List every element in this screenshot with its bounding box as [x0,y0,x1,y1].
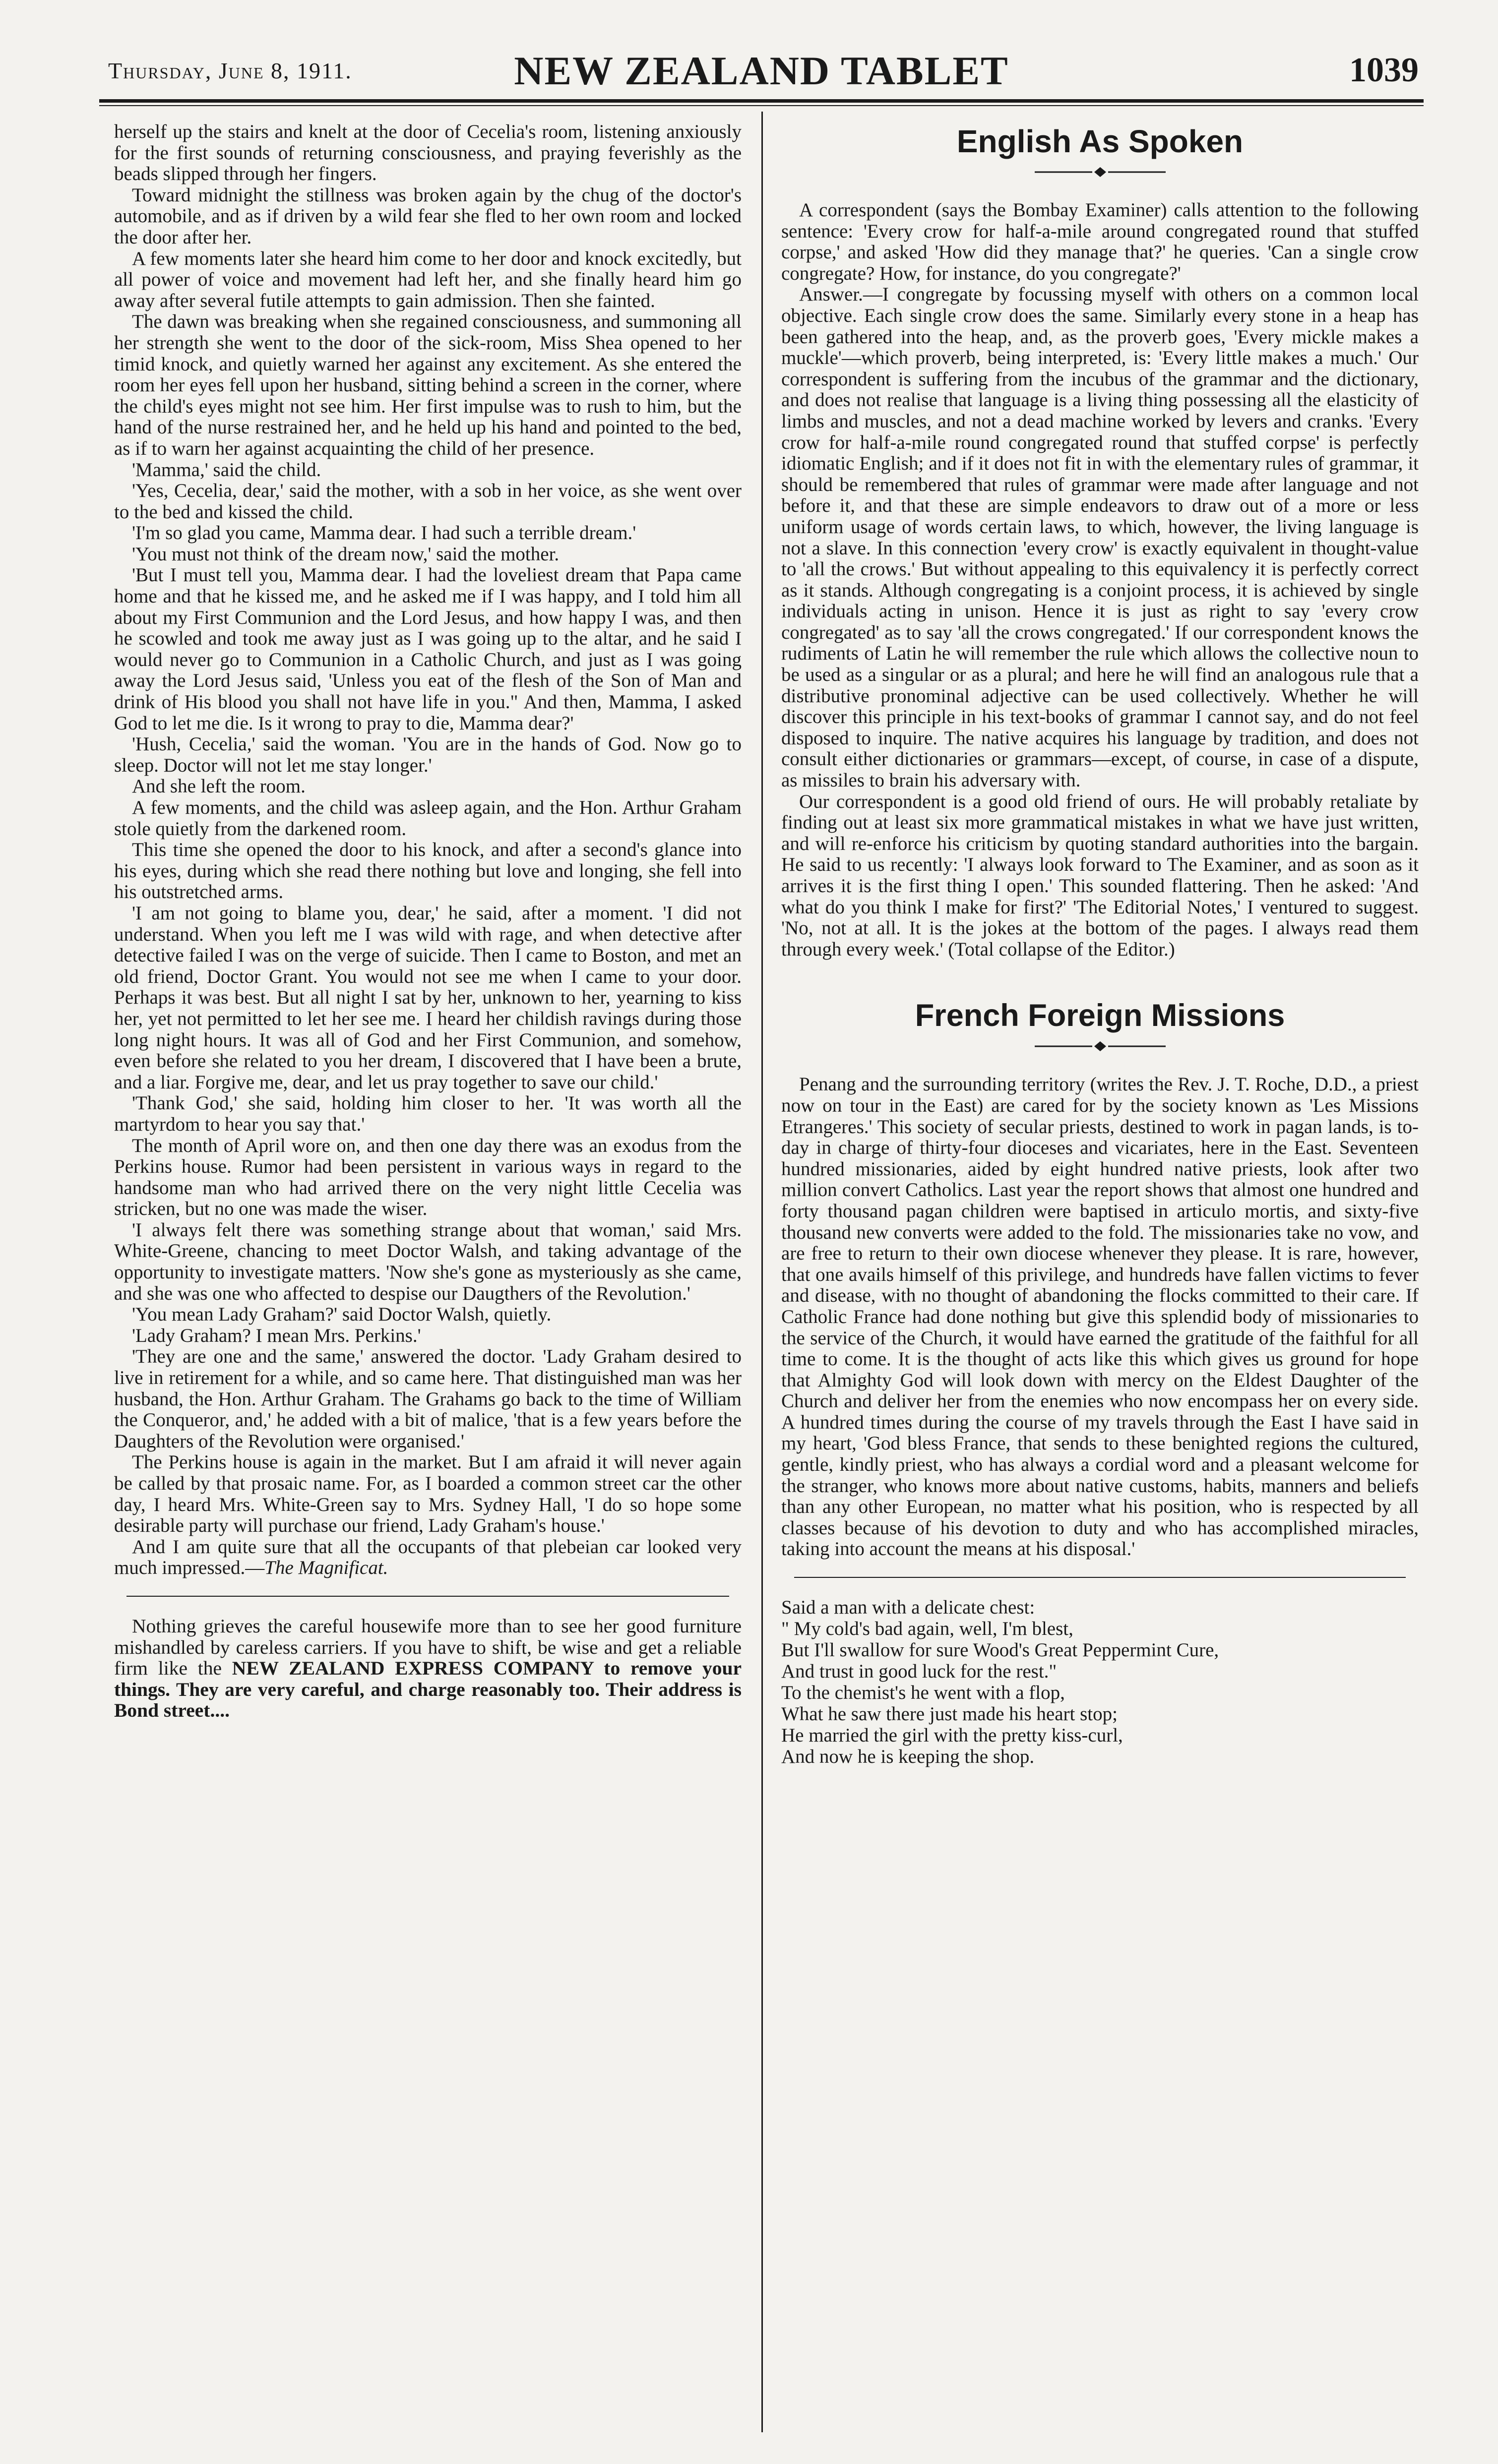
story-paragraph: 'Thank God,' she said, holding him closer to her. 'It was worth all the martyrdom to hear you say that.' [114,1092,742,1135]
story-paragraph: 'I am not going to blame you, dear,' he said, after a moment. 'I did not understand. When you left me I was wild with rage, and when detective after detective failed I was on the verge of suicide. Then I came to Boston, and met an old friend, Doctor Grant. You would not see me when I came to your door. Perhaps it was best. But all night I sat by her, unknown to her, yearning to kiss her, yet not permitted to let her see me. I heard her childish ravings during those long night hours. It was all of God and her First Communion, and somehow, even before she related to you her dream, I discovered that I have been a brute, and a liar. Forgive me, dear, and let us pray together to save our child.' [114,902,742,1093]
story-paragraph: 'Mamma,' said the child. [132,459,321,481]
french-foreign-missions-title: French Foreign Missions [915,998,1285,1033]
poem-line: Said a man with a delicate chest: [781,1597,1035,1619]
story-paragraph: This time she opened the door to his knock, and after a second's glance into his eyes, during which she read there nothing but love and longing, she fell into his outstretched arms. [114,839,742,903]
english-as-spoken-article [781,121,1419,960]
poem-line: What he saw there just made his heart stop; [781,1703,1118,1725]
story-paragraph: 'Lady Graham? I mean Mrs. Perkins.' [132,1324,421,1346]
story-paragraph: The month of April wore on, and then one day there was an exodus from the Perkins house. Rumor had been persistent in various ways in regard to the handsome man who had arrived there on the very night little Cecelia was stricken, but no one was made the wiser. [114,1135,742,1220]
page-number: 1039 [1349,51,1419,89]
article-paragraph: Our correspondent is a good old friend of ours. He will probably retaliate by finding out at least six more grammatical mistakes in what we have just written, and will re-enforce his criticism by quoting standard authorities into the bargain. He said to us recently: 'I always look forward to The Examiner, and as soon as it arrives it is the first thing I open.' This sounded flattering. Then he asked: 'And what do you think I make for first?' 'The Editorial Notes,' I ventured to suggest. 'No, not at all. It is the jokes at the bottom of the pages. I always read them through every week.' (Total collapse of the Editor.) [781,790,1419,960]
title-ornament-icon [1031,166,1170,178]
advertisement-text [114,1616,742,1721]
poem-line: To the chemist's he went with a flop, [781,1682,1065,1704]
poem-separator-rule [794,1577,1406,1578]
story-paragraph: The dawn was breaking when she regained consciousness, and summoning all her strength she went to the door of the sick-room, Miss Shea opened to her timid knock, and quietly warned her against any excitement. As she entered the room her eyes fell upon her husband, sitting behind a screen in the corner, where the child's eyes might not see him. Her first impulse was to rush to him, but the hand of the nurse restrained her, and he held up his hand and pointed to the bed, as if to warn her against acquainting the child of her presence. [114,311,742,459]
story-paragraph: 'They are one and the same,' answered the doctor. 'Lady Graham desired to live in retirement for a while, and so came here. That distinguished man was her husband, the Hon. Arthur Graham. The Grahams go back to the time of William the Conqueror, and,' he added with a bit of malice, 'that is a few years before the Daughters of the Revolution were organised.' [114,1346,742,1452]
story-paragraph: 'I always felt there was something strange about that woman,' said Mrs. White-Greene, chancing to meet Doctor Walsh, and taking advantage of the opportunity to investigate matters. 'Now she's gone as mysteriously as she came, and she was one who affected to despise our Daugthers of the Revolution.' [114,1219,742,1304]
story-separator-rule [126,1596,729,1597]
story-continuation [114,121,742,1579]
story-paragraph: A few moments, and the child was asleep again, and the Hon. Arthur Graham stole quietly from the darkened room. [114,797,742,840]
story-paragraph: 'You must not think of the dream now,' said the mother. [132,543,560,565]
story-paragraph: 'Yes, Cecelia, dear,' said the mother, with a sob in her voice, as she went over to the bed and kissed the child. [114,480,742,523]
story-signature: The Magnificat. [264,1557,388,1579]
column-divider [761,112,763,2432]
poem-line: But I'll swallow for sure Wood's Great Peppermint Cure, [781,1639,1219,1661]
peppermint-cure-poem [781,1597,1419,1767]
article-paragraph: Answer.—I congregate by focussing myself with others on a common local objective. Each single crow does the same. Similarly every stone in a heap has been gathered into the heap, and, as the proverb goes, 'Every mickle makes a muckle'—which proverb, being interpreted, is: 'Every little makes a much.' Our correspondent is suffering from the incubus of the grammar and the dictionary, and does not realise that language is a living thing possessing all the elasticity of limbs and muscles, and not a dead machine worked by levers and cranks. 'Every crow for half-a-mile round congregated round that stuffed corpse' is perfectly idiomatic English; and if it does not fit in with the elementary rules of grammar, it should be remembered that rules of grammar were made after language and not before it, and that these are simple endeavors to draw out of a more or less uniform usage of words certain laws, to which, however, the living language is not a slave. In this connection 'every crow' is exactly equivalent in thought-value to 'all the crows.' But without appealing to this equivalency it is perfectly correct as it stands. Although congregating is a conjoint process, it is achieved by single individuals acting in unison. Hence it is just as right to say 'every crow congregated' as to say 'all the crows congregated.' If our correspondent knows the rudiments of Latin he will remember the rule which allows the collective noun to be used as a singular or as a plural; and here he will find an analogous rule that a distributive pronominal adjective can be used collectively. Whether he will discover this principle in his text-books of grammar I cannot say, and do not feel disposed to inquire. The native acquires his language by tradition, and does not consult either dictionaries or grammars—except, of course, in case of a dispute, as missiles to brain his adversary with. [781,284,1419,791]
article-paragraph: Penang and the surrounding territory (writes the Rev. J. T. Roche, D.D., a priest now on tour in the East) are cared for by the society known as 'Les Missions Etrangeres.' This society of secular priests, destined to work in pagan lands, is to-day in charge of thirty-four dioceses and vicariates, here in the East. Seventeen hundred missionaries, aided by eight hundred native priests, look after two million convert Catholics. Last year the report shows that almost one hundred and forty thousand pagan children were baptised in articulo mortis, and sixty-five thousand new converts were added to the fold. The missionaries take no vow, and are free to return to their own diocese whenever they please. It is rare, however, that one avails himself of this privilege, and hundreds have fallen victims to fever and disease, with no thought of abandoning the flocks committed to their care. If Catholic France had done nothing but give this splendid body of missionaries to the service of the Church, it would have earned the gratitude of the faithful for all time to come. It is the thought of acts like this which gives us ground for hope that Almighty God will look down with mercy on the Eldest Daughter of the Church and deliver her from the enemies who now encompass her on every side. A hundred times during the course of my travels through the East I have said in my heart, 'God bless France, that sends to these benighted regions the cultured, gentle, kindly priest, who has always a cordial word and a pleasant welcome for the stranger, who knows more about native customs, habits, manners and beliefs than any other European, no matter what his position, who is respected by all classes because of his devotion to duty and who has accomplished miracles, taking into account the means at his disposal.' [781,1074,1419,1560]
french-foreign-missions-article [781,996,1419,1560]
story-paragraph: 'Hush, Cecelia,' said the woman. 'You are in the hands of God. Now go to sleep. Doctor will not let me stay longer.' [114,733,742,776]
story-paragraph: Toward midnight the stillness was broken again by the chug of the doctor's automobile, and as if driven by a wild fear she fled to her own room and locked the door after her. [114,184,742,248]
story-paragraph: And she left the room. [132,776,306,797]
poem-line: " My cold's bad again, well, I'm blest, [781,1618,1073,1640]
poem-line: And now he is keeping the shop. [781,1746,1035,1768]
express-company-advertisement [114,1616,742,1721]
issue-date: Thursday, June 8, 1911. [108,58,352,83]
story-final-paragraph [114,1537,742,1579]
left-column [114,121,742,1721]
story-paragraph: A few moments later she heard him come to her door and knock excitedly, but all power of voice and movement had left her, and she finally heard him go away after several futile attempts to gain admission. Then she fainted. [114,247,742,311]
advertisement-bold: NEW ZEALAND EXPRESS COMPANY to remove your things. They are very careful, and charge reasonably too. Their address is Bond street.... [114,1657,742,1722]
story-final-text: And I am quite sure that all the occupants of that plebeian car looked very much impressed.— [114,1536,742,1579]
right-column [781,121,1419,1767]
title-ornament-icon [1031,1040,1170,1052]
poem-line: He married the girl with the pretty kiss-curl, [781,1725,1123,1746]
story-paragraph: 'But I must tell you, Mamma dear. I had the loveliest dream that Papa came home and that he kissed me, and he asked me if I was happy, and I told him all about my First Communion and the Lord Jesus, and how happy I was, and then he scowled and took me away just as I was going up to the altar, and he said I would never go to Communion in a Catholic Church, and just as I was going away the Lord Jesus said, 'Unless you eat of the flesh of the Son of Man and drink of His blood you shall not have life in you." And then, Mamma, I asked God to let me die. Is it wrong to pray to die, Mamma dear?' [114,564,742,734]
header-rule-thick [99,99,1424,103]
story-paragraph: herself up the stairs and knelt at the door of Cecelia's room, listening anxiously for the first sounds of returning consciousness, and praying feverishly as the beads slipped through her fingers. [114,121,742,185]
english-as-spoken-title: English As Spoken [956,123,1244,159]
header-rule-thin [99,105,1424,106]
story-paragraph: 'I'm so glad you came, Mamma dear. I had such a terrible dream.' [132,522,636,544]
advertisement-body: Nothing grieves the careful housewife more than to see her good furniture mishandled by careless carriers. If you have to shift, be wise and get a reliable firm like the [114,1615,742,1680]
newspaper-title: NEW ZEALAND TABLET [514,48,1009,93]
story-paragraph: The Perkins house is again in the market. But I am afraid it will never again be called by that prosaic name. For, as I boarded a common street car the other day, I heard Mrs. White-Green say to Mrs. Sydney Hall, 'I do so hope some desirable party will purchase our friend, Lady Graham's house.' [114,1451,742,1537]
story-paragraph: 'You mean Lady Graham?' said Doctor Walsh, quietly. [132,1304,552,1325]
poem-line: And trust in good luck for the rest." [781,1661,1057,1683]
article-paragraph: A correspondent (says the Bombay Examiner) calls attention to the following sentence: 'Every crow for half-a-mile around congregated round that stuffed corpse,' and asked 'How did they manage that?' he queries. 'Can a single crow congregate? How, for instance, do you congregate?' [781,199,1419,284]
page-header [99,48,1424,107]
